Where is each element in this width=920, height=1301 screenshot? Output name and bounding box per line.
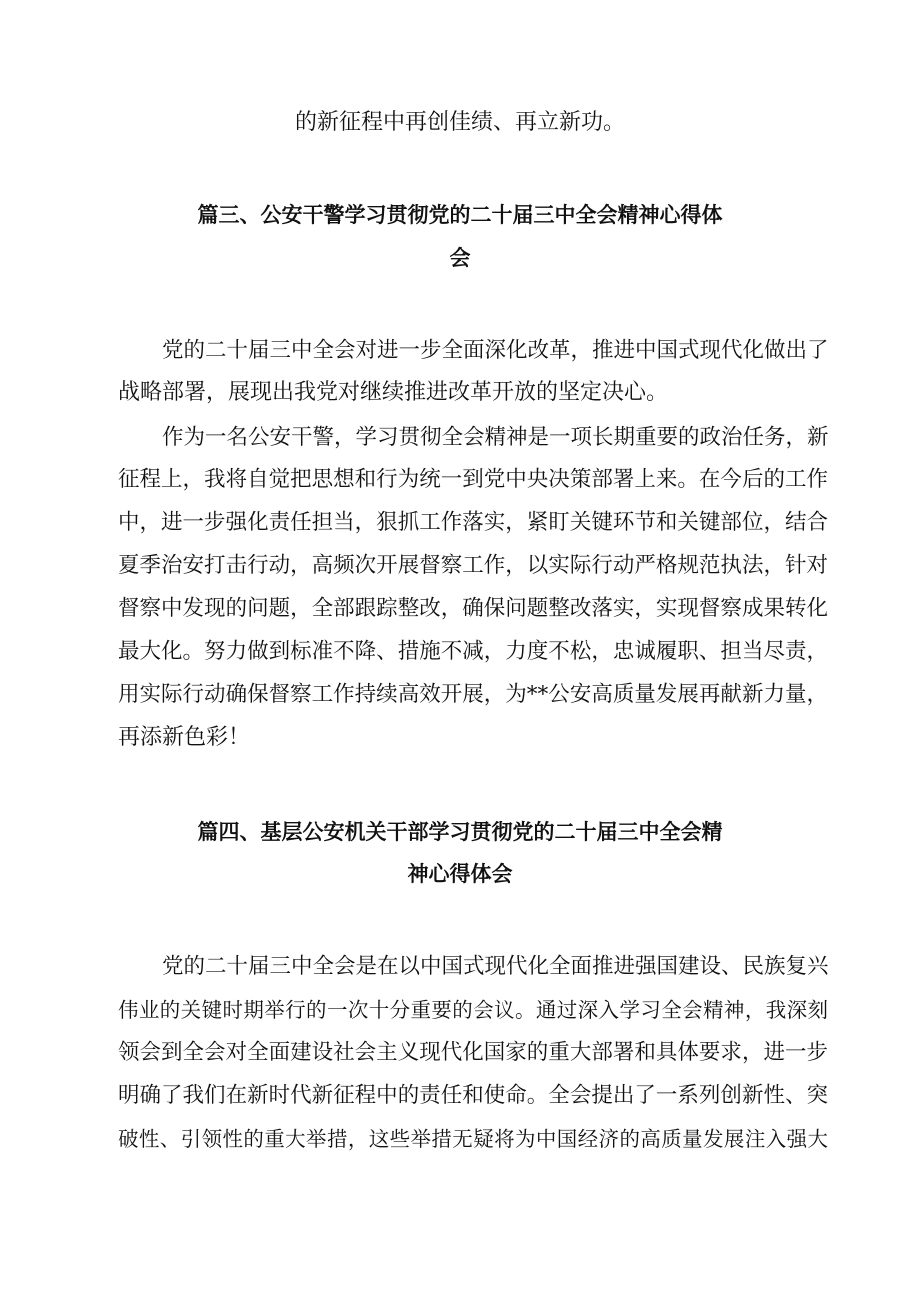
section3-para2-line: 再添新色彩！ [118, 725, 251, 750]
section4-para1-line: 明确了我们在新时代新征程中的责任和使命。全会提出了一系列创新性、突 [118, 1083, 828, 1108]
section3-para2-line: 最大化。努力做到标准不降、措施不减，力度不松，忠诚履职、担当尽责， [118, 639, 828, 664]
section3-para2-line: 用实际行动确保督察工作持续高效开展，为**公安高质量发展再献新力量， [118, 682, 828, 707]
section3-para2-line: 作为一名公安干警，学习贯彻全会精神是一项长期重要的政治任务，新 [162, 425, 829, 450]
section4-para1-line: 破性、引领性的重大举措，这些举措无疑将为中国经济的高质量发展注入强大 [118, 1127, 828, 1151]
section3-title-line1: 篇三、公安干警学习贯彻党的二十届三中全会精神心得体 [197, 203, 723, 227]
section4-title-line2: 神心得体会 [407, 862, 513, 886]
section3-para2-line: 中，进一步强化责任担当，狠抓工作落实，紧盯关键环节和关键部位，结合 [118, 510, 828, 535]
section4-title-line1: 篇四、基层公安机关干部学习贯彻党的二十届三中全会精 [197, 820, 723, 844]
lead-line: 的新征程中再创佳绩、再立新功。 [294, 110, 625, 135]
section4-para1-line: 党的二十届三中全会是在以中国式现代化全面推进强国建设、民族复兴 [162, 954, 829, 979]
section3-para1-line: 战略部署，展现出我党对继续推进改革开放的坚定决心。 [118, 380, 669, 405]
section3-title-line2: 会 [449, 246, 471, 270]
section3-para2-line: 督察中发现的问题，全部跟踪整改，确保问题整改落实，实现督察成果转化 [118, 596, 828, 621]
section4-para1-line: 伟业的关键时期举行的一次十分重要的会议。通过深入学习全会精神，我深刻 [118, 998, 828, 1022]
section3-para2-line: 夏季治安打击行动，高频次开展督察工作，以实际行动严格规范执法，针对 [118, 553, 828, 578]
section3-para1-line: 党的二十届三中全会对进一步全面深化改革，推进中国式现代化做出了 [162, 338, 829, 363]
section4-para1-line: 领会到全会对全面建设社会主义现代化国家的重大部署和具体要求，进一步 [118, 1040, 828, 1065]
section3-para2-line: 征程上，我将自觉把思想和行为统一到党中央决策部署上来。在今后的工作 [118, 467, 828, 492]
